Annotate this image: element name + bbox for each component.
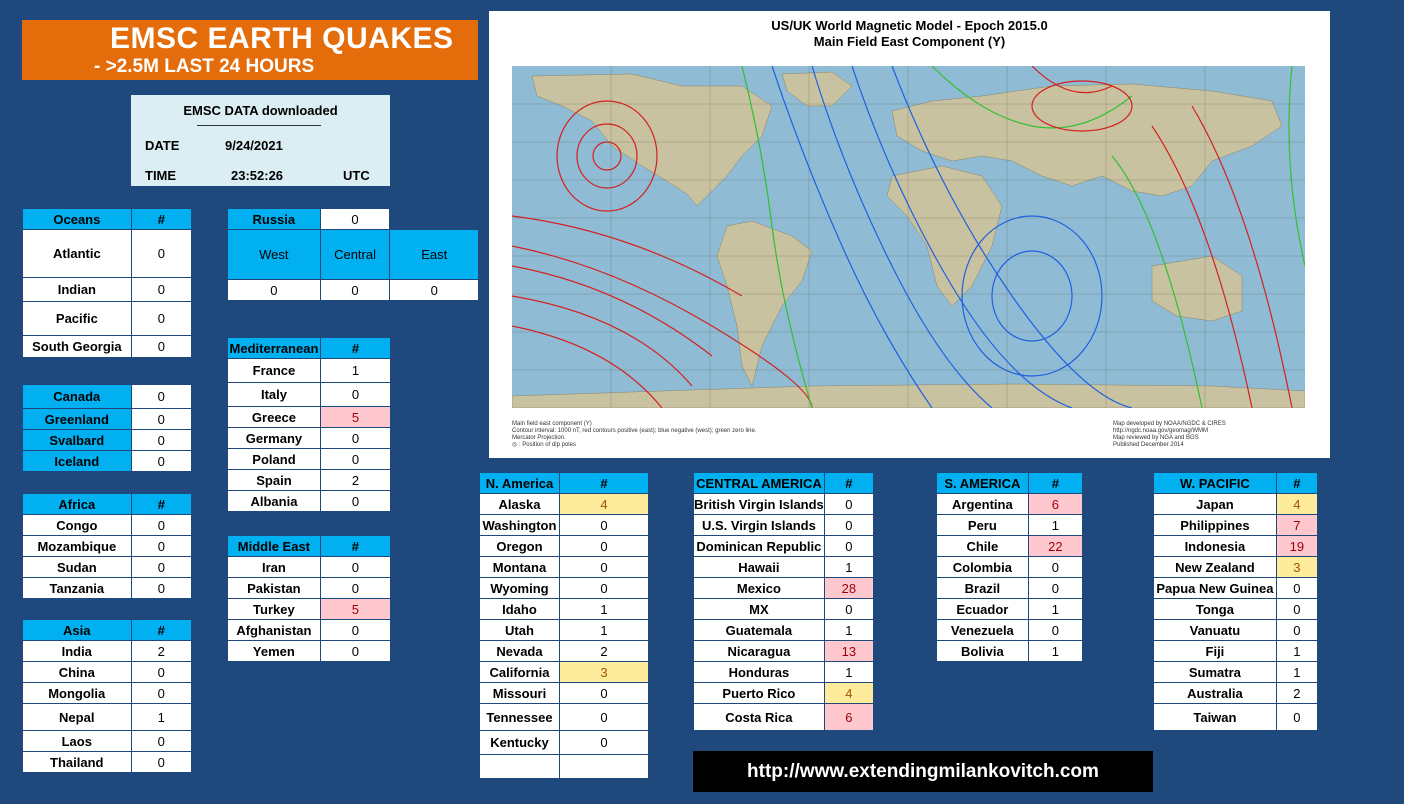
row-name: Ecuador — [937, 599, 1029, 620]
row-value: 3 — [559, 662, 648, 683]
row-name: Utah — [480, 620, 560, 641]
middle-east-table — [227, 535, 391, 662]
row-value: 0 — [320, 428, 390, 449]
row-value: 1 — [1028, 515, 1082, 536]
row-name: Tonga — [1154, 599, 1277, 620]
row-name: Papua New Guinea — [1154, 578, 1277, 599]
row-name: Alaska — [480, 494, 560, 515]
date-value: 9/24/2021 — [225, 138, 283, 153]
row-value: 0 — [1028, 557, 1082, 578]
table-row — [228, 557, 391, 578]
row-name: Nevada — [480, 641, 560, 662]
row-name: Germany — [228, 428, 321, 449]
table-row — [480, 515, 649, 536]
central-america-table — [693, 472, 874, 731]
table-row — [694, 515, 874, 536]
row-value: 0 — [131, 336, 191, 358]
table-row — [228, 641, 391, 662]
row-name: Washington — [480, 515, 560, 536]
table-row — [480, 704, 649, 731]
table-row — [694, 641, 874, 662]
row-name: Italy — [228, 383, 321, 407]
row-name: Nepal — [23, 704, 132, 731]
note-line: Mercator Projection. — [512, 435, 566, 441]
table-row — [228, 578, 391, 599]
table-row — [23, 515, 192, 536]
table-row — [694, 557, 874, 578]
time-label: TIME — [145, 168, 177, 183]
title-banner — [22, 20, 478, 80]
count-header: # — [131, 620, 192, 641]
row-name: Argentina — [937, 494, 1029, 515]
row-name: South Georgia — [23, 336, 132, 358]
table-row — [23, 278, 192, 302]
note-line: Published December 2014 — [1113, 442, 1184, 448]
russia-header: Russia — [228, 209, 321, 230]
row-name: Fiji — [1154, 641, 1277, 662]
row-name: Idaho — [480, 599, 560, 620]
table-row — [1154, 599, 1318, 620]
africa-table — [22, 493, 192, 599]
table-row — [228, 449, 391, 470]
russia-total: 0 — [320, 209, 390, 230]
row-value: 0 — [1276, 620, 1317, 641]
row-value: 0 — [1028, 578, 1082, 599]
note-line: Main field east component (Y) — [512, 421, 592, 427]
note-line: Map developed by NOAA/NGDC & CIRES — [1113, 421, 1226, 427]
table-row — [1154, 578, 1318, 599]
row-value: 0 — [131, 409, 191, 430]
empty-cell — [480, 755, 560, 779]
row-name: Taiwan — [1154, 704, 1277, 731]
table-row — [480, 557, 649, 578]
table-row — [1154, 557, 1318, 578]
count-header: # — [131, 494, 191, 515]
table-row — [228, 383, 391, 407]
row-value: 0 — [320, 449, 390, 470]
table-row — [23, 302, 192, 336]
row-value: 0 — [559, 515, 648, 536]
row-value: 0 — [131, 662, 192, 683]
row-value: 13 — [824, 641, 873, 662]
table-row — [23, 536, 192, 557]
row-value: 3 — [1276, 557, 1317, 578]
table-row — [480, 599, 649, 620]
row-value: 0 — [131, 230, 191, 278]
table-row — [694, 704, 874, 731]
row-value: 0 — [1028, 620, 1082, 641]
central-america-header: CENTRAL AMERICA — [694, 473, 825, 494]
table-row — [937, 557, 1083, 578]
table-row — [937, 620, 1083, 641]
row-value: 0 — [131, 278, 191, 302]
table-row — [937, 494, 1083, 515]
empty-cell — [559, 755, 648, 779]
table-row — [1154, 641, 1318, 662]
download-header: EMSC DATA downloaded — [183, 103, 338, 118]
row-value: 0 — [131, 385, 191, 409]
row-name: Sudan — [23, 557, 132, 578]
row-name: Hawaii — [694, 557, 825, 578]
row-value: 0 — [1276, 599, 1317, 620]
row-value: 1 — [1028, 641, 1082, 662]
russia-central-label: Central — [320, 230, 390, 280]
row-name: Montana — [480, 557, 560, 578]
table-row — [228, 599, 391, 620]
map-notes-right — [1113, 421, 1226, 449]
count-header: # — [824, 473, 873, 494]
table-row — [694, 536, 874, 557]
table-row — [23, 385, 192, 409]
table-row — [480, 536, 649, 557]
table-row — [480, 620, 649, 641]
count-header: # — [320, 536, 390, 557]
row-name: Indian — [23, 278, 132, 302]
table-row — [23, 704, 192, 731]
row-name: Oregon — [480, 536, 560, 557]
table-row — [694, 683, 874, 704]
table-row — [480, 662, 649, 683]
world-map — [512, 66, 1305, 408]
row-name: Mongolia — [23, 683, 132, 704]
table-row — [228, 428, 391, 449]
row-name: Canada — [23, 385, 132, 409]
table-row — [23, 641, 192, 662]
row-name: Congo — [23, 515, 132, 536]
row-value: 1 — [1276, 662, 1317, 683]
row-name: Albania — [228, 491, 321, 512]
magnetic-map-panel — [489, 11, 1330, 458]
table-row — [1154, 683, 1318, 704]
row-value: 0 — [320, 620, 390, 641]
n-america-header: N. America — [480, 473, 560, 494]
note-line: ◎ : Position of dip poles — [512, 442, 576, 448]
table-row — [937, 515, 1083, 536]
russia-table — [227, 208, 479, 301]
table-row — [694, 599, 874, 620]
n-america-table — [479, 472, 649, 779]
row-value: 2 — [1276, 683, 1317, 704]
row-name: Iran — [228, 557, 321, 578]
row-name: Brazil — [937, 578, 1029, 599]
row-name: British Virgin Islands — [694, 494, 825, 515]
row-name: Kentucky — [480, 731, 560, 755]
table-row — [937, 599, 1083, 620]
table-row — [694, 620, 874, 641]
row-value: 5 — [320, 407, 390, 428]
mediterranean-header: Mediterranean — [228, 338, 321, 359]
row-name: Afghanistan — [228, 620, 321, 641]
row-name: Svalbard — [23, 430, 132, 451]
note-line: Contour interval: 1000 nT, red contours positive (east); blue negative (west); green zero line. — [512, 428, 757, 434]
asia-table — [22, 619, 192, 773]
africa-header: Africa — [23, 494, 132, 515]
row-name: MX — [694, 599, 825, 620]
count-header: # — [559, 473, 648, 494]
table-row — [480, 641, 649, 662]
count-header: # — [320, 338, 390, 359]
table-row — [23, 451, 192, 472]
table-row — [937, 578, 1083, 599]
row-name: Mozambique — [23, 536, 132, 557]
row-name: Spain — [228, 470, 321, 491]
row-name: Greenland — [23, 409, 132, 430]
row-name: Venezuela — [937, 620, 1029, 641]
map-title: US/UK World Magnetic Model - Epoch 2015.0 — [771, 18, 1048, 33]
row-name: New Zealand — [1154, 557, 1277, 578]
table-row — [228, 407, 391, 428]
continents — [512, 72, 1305, 408]
row-name: Pakistan — [228, 578, 321, 599]
row-value: 1 — [824, 620, 873, 641]
row-value: 0 — [320, 491, 390, 512]
note-line: Map reviewed by NGA and BGS — [1113, 435, 1199, 441]
row-name: Australia — [1154, 683, 1277, 704]
table-row — [23, 578, 192, 599]
row-name: Bolivia — [937, 641, 1029, 662]
row-value: 1 — [1028, 599, 1082, 620]
row-value: 4 — [824, 683, 873, 704]
spacer — [390, 209, 479, 230]
row-value: 19 — [1276, 536, 1317, 557]
row-name: Poland — [228, 449, 321, 470]
row-name: China — [23, 662, 132, 683]
table-row — [23, 662, 192, 683]
table-row — [1154, 704, 1318, 731]
row-value: 0 — [824, 536, 873, 557]
table-row — [23, 683, 192, 704]
magnetic-contour-map — [512, 66, 1305, 408]
table-row — [937, 641, 1083, 662]
russia-east-label: East — [390, 230, 479, 280]
table-row — [228, 470, 391, 491]
row-value: 0 — [1276, 578, 1317, 599]
row-name: Pacific — [23, 302, 132, 336]
row-name: Honduras — [694, 662, 825, 683]
row-name: Indonesia — [1154, 536, 1277, 557]
row-value: 0 — [131, 731, 192, 752]
row-value: 0 — [131, 683, 192, 704]
row-name: Atlantic — [23, 230, 132, 278]
row-value: 2 — [131, 641, 192, 662]
row-value: 0 — [559, 731, 648, 755]
row-value: 4 — [1276, 494, 1317, 515]
row-value: 0 — [320, 641, 390, 662]
row-name: Wyoming — [480, 578, 560, 599]
row-value: 1 — [824, 557, 873, 578]
website-link[interactable]: http://www.extendingmilankovitch.com — [693, 751, 1153, 792]
s-america-header: S. AMERICA — [937, 473, 1029, 494]
row-name: Greece — [228, 407, 321, 428]
row-value: 0 — [320, 383, 390, 407]
table-row — [23, 409, 192, 430]
row-value: 0 — [320, 578, 390, 599]
mediterranean-table — [227, 337, 391, 512]
table-row — [1154, 494, 1318, 515]
row-name: Sumatra — [1154, 662, 1277, 683]
row-value: 0 — [559, 536, 648, 557]
table-row — [23, 731, 192, 752]
row-name: Tennessee — [480, 704, 560, 731]
row-name: Colombia — [937, 557, 1029, 578]
row-name: Tanzania — [23, 578, 132, 599]
timezone: UTC — [343, 168, 370, 183]
row-name: France — [228, 359, 321, 383]
count-header: # — [1028, 473, 1082, 494]
row-value: 0 — [559, 578, 648, 599]
row-value: 28 — [824, 578, 873, 599]
row-name: Mexico — [694, 578, 825, 599]
table-row — [228, 359, 391, 383]
row-value: 22 — [1028, 536, 1082, 557]
russia-east-value: 0 — [390, 280, 479, 301]
north-table — [22, 384, 192, 472]
table-row — [228, 491, 391, 512]
middle-east-header: Middle East — [228, 536, 321, 557]
row-value: 0 — [131, 302, 191, 336]
row-value: 1 — [824, 662, 873, 683]
page-title: EMSC EARTH QUAKES — [110, 22, 454, 55]
row-name: Peru — [937, 515, 1029, 536]
row-name: Missouri — [480, 683, 560, 704]
count-header: # — [1276, 473, 1317, 494]
row-value: 6 — [824, 704, 873, 731]
row-value: 0 — [131, 578, 191, 599]
row-value: 0 — [559, 683, 648, 704]
row-name: California — [480, 662, 560, 683]
table-row — [694, 578, 874, 599]
oceans-header: Oceans — [23, 209, 132, 230]
download-info — [131, 95, 390, 186]
row-value: 0 — [131, 752, 192, 773]
table-row — [23, 230, 192, 278]
row-name: Nicaragua — [694, 641, 825, 662]
page-subtitle: - >2.5M LAST 24 HOURS — [94, 56, 315, 77]
map-subtitle: Main Field East Component (Y) — [813, 34, 1006, 49]
table-row — [480, 494, 649, 515]
table-row — [23, 430, 192, 451]
table-row — [480, 731, 649, 755]
row-value: 1 — [320, 359, 390, 383]
row-value: 0 — [559, 704, 648, 731]
table-row — [694, 662, 874, 683]
map-notes-left — [512, 421, 756, 449]
table-row — [23, 752, 192, 773]
row-name: Thailand — [23, 752, 132, 773]
row-name: Puerto Rico — [694, 683, 825, 704]
row-name: India — [23, 641, 132, 662]
table-row — [480, 683, 649, 704]
russia-central-value: 0 — [320, 280, 390, 301]
row-value: 0 — [1276, 704, 1317, 731]
table-row — [1154, 536, 1318, 557]
russia-west-label: West — [228, 230, 321, 280]
w-pacific-header: W. PACIFIC — [1154, 473, 1277, 494]
divider — [197, 125, 321, 126]
date-label: DATE — [145, 138, 180, 153]
row-value: 0 — [131, 557, 191, 578]
row-name: Guatemala — [694, 620, 825, 641]
row-value: 6 — [1028, 494, 1082, 515]
table-row — [480, 755, 649, 779]
row-value: 0 — [131, 536, 191, 557]
row-value: 0 — [824, 599, 873, 620]
row-value: 1 — [559, 620, 648, 641]
table-row — [228, 620, 391, 641]
asia-header: Asia — [23, 620, 132, 641]
table-row — [23, 336, 192, 358]
w-pacific-table — [1153, 472, 1318, 731]
table-row — [1154, 662, 1318, 683]
row-value: 5 — [320, 599, 390, 620]
row-name: Japan — [1154, 494, 1277, 515]
row-value: 2 — [559, 641, 648, 662]
row-value: 0 — [824, 494, 873, 515]
row-name: Dominican Republic — [694, 536, 825, 557]
table-row — [480, 578, 649, 599]
row-name: Laos — [23, 731, 132, 752]
row-name: Yemen — [228, 641, 321, 662]
row-name: Turkey — [228, 599, 321, 620]
row-value: 1 — [559, 599, 648, 620]
oceans-table — [22, 208, 192, 358]
row-value: 0 — [131, 515, 191, 536]
row-value: 2 — [320, 470, 390, 491]
row-value: 0 — [131, 430, 191, 451]
time-value: 23:52:26 — [231, 168, 284, 183]
s-america-table — [936, 472, 1083, 662]
count-header: # — [131, 209, 191, 230]
table-row — [1154, 620, 1318, 641]
row-value: 1 — [131, 704, 192, 731]
row-value: 4 — [559, 494, 648, 515]
row-value: 1 — [1276, 641, 1317, 662]
row-name: Chile — [937, 536, 1029, 557]
row-name: U.S. Virgin Islands — [694, 515, 825, 536]
table-row — [937, 536, 1083, 557]
row-value: 7 — [1276, 515, 1317, 536]
row-value: 0 — [559, 557, 648, 578]
row-value: 0 — [320, 557, 390, 578]
row-name: Philippines — [1154, 515, 1277, 536]
table-row — [1154, 515, 1318, 536]
row-value: 0 — [824, 515, 873, 536]
note-line: http://ngdc.noaa.gov/geomag/WMM — [1113, 428, 1209, 434]
row-name: Costa Rica — [694, 704, 825, 731]
row-value: 0 — [131, 451, 191, 472]
russia-west-value: 0 — [228, 280, 321, 301]
row-name: Vanuatu — [1154, 620, 1277, 641]
table-row — [694, 494, 874, 515]
row-name: Iceland — [23, 451, 132, 472]
table-row — [23, 557, 192, 578]
